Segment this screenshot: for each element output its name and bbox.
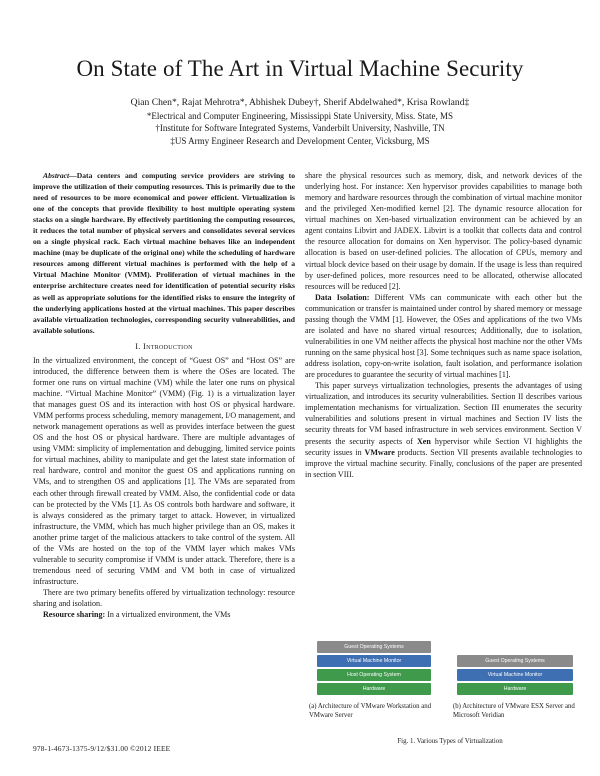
affiliation-2: †Institute for Software Integrated Systems, Vanderbilt University, Nashville, TN <box>155 123 445 133</box>
fig-a-vmm-layer: Virtual Machine Monitor <box>317 655 431 667</box>
affiliation-1: *Electrical and Computer Engineering, Mississippi State University, Miss. State, MS <box>146 111 454 121</box>
abstract-text: Data centers and computing service providers are striving to improve the utilization of their computing resources. This is primarily due to the need of resources to be more economical and power efficient. Virtualization is one of the concepts that provide flexibility to host multiple operating system stacks on a single hardware. By effectively partitioning the computing resources, it reduces the total number of physical servers and consolidates several services on a single physical rack. Each virtual machine behaves like an independent machine (may be duplicate of the original one) while the scheduling of hardware resources among different virtual machines is performed with the help of a Virtual Machine Monitor (VMM). Proliferation of virtual machines in the enterprise architecture creates need for identification of potential security risks as well as appropriate solutions for the identified risks to ensure the integrity of the underlying applications hosted at the virtual machines. This paper describes available virtualization technologies, corresponding security vulnerabilities, and available solutions. <box>33 171 295 335</box>
survey-paragraph: This paper surveys virtualization technologies, presents the advantages of using virtualization, and introduces its security vulnerabilities. Section II describes various implementation mechanisms for virtualization. Section III enumerates the security vulnerabilities and solutions present in virtual machines and Section IV lists the security threats for VM based infrastructure in web services environment. Section V presents the security aspects of Xen hypervisor while Section VI highlights the security issues in VMware products. Section VII presents available technologies to improve the virtual machine security. Finally, conclusions of the paper are presented in section VIII. <box>305 381 583 479</box>
resource-sharing-text-cont: share the physical resources such as memory, disk, and network devices of the underlying host. For instance: Xen hypervisor provides capabilities to manage both memory and hardware resources through the combination of virtual machine monitor and the privileged Xen-modified kernel [2]. The dynamic resource allocation for virtual machines on Xen-based virtualization environment can be achieved by an agent contains Libvirt and JADEX. Libvirt is a toolkit that collects data and control the resource allocation for domains on Xen hypervisor. The policy-based dynamic allocation is based on user-defined policies. The allocation of CPUs, memory and virtual block device based on their usage by domain. If the usage is less than required by user-defined polices, more resources need to be allocated, otherwise allocated resources will be reduced [2]. <box>305 171 582 291</box>
section-heading-introduction: I. Introduction <box>135 341 193 351</box>
paper-title: On State of The Art in Virtual Machine Security <box>76 56 524 81</box>
figure-caption: Fig. 1. Various Types of Virtualization <box>397 738 503 745</box>
fig-caption-b: (b) Architecture of VMware ESX Server and Microsoft Veridian <box>453 703 575 719</box>
abstract <box>33 170 295 336</box>
resource-sharing-label: Resource sharing: <box>43 610 106 620</box>
intro-paragraph-1: In the virtualized environment, the concept of “Guest OS” and “Host OS” are introduced, the difference between them is where the OSes are located. The former one runs on virtual machine (VM) while the later one runs on physical machine. “Virtual Machine Monitor” (VMM) (Fig. 1) is a virtualization layer that manages guest OS and its interaction with host OS or physical hardware. VMM performs process scheduling, memory management, I/O management, and network management operations as well as provides interface between the guest OS and the host OS or physical hardware. There are multiple advantages of using VMM: simplicity of implementation and debugging, limited service points for virtual machines, ability to manipulate and get the latest state information of real hardware, control and monitor the guest OS and applications running on VMs, and to strengthen OS and applications [1]. The VMs are separated from each other through firewall created by VMM. Also, the confidential code or data can be protected by the VMs [1]. As OS controls both hardware and software, it is always considered as the primary target to attack. However, in virtualized infrastructure, the VMM, which has much higher privilege than an OS, makes it another prime target of the malicious attackers to take control of the system. All of the VMs are hosted on the top of the VMM layer which makes VMs vulnerable to security compromise if VMM is under attack. Therefore, there is a tremendous need of securing VMM and VM both in case of virtualized infrastructure. <box>33 355 295 587</box>
fig-b-hardware-layer: Hardware <box>457 683 573 695</box>
author-list: Qian Chen*, Rajat Mehrotra*, Abhishek Dubey†, Sherif Abdelwahed*, Krisa Rowland‡ <box>130 97 470 108</box>
fig-b-guest-os-layer: Guest Operating Systems <box>457 655 573 667</box>
intro-paragraph-2: There are two primary benefits offered by virtualization technology: resource sharing and isolation. <box>33 588 295 609</box>
left-column <box>33 170 295 620</box>
resource-sharing-text-start: In a virtualized environment, the VMs <box>107 610 231 620</box>
fig-caption-a: (a) Architecture of VMware Workstation and VMware Server <box>309 703 432 719</box>
data-isolation-text: Different VMs can communicate with each other but the communication or transfer is maintained under control by shared memory or message passing though the VMM [1]. However, the OSes and applications of the two VMs are isolated and have no shared virtual resources; Additionally, due to isolation, vulnerabilities in one VM neither affects the physical host machine nor the other VMs running on the same physical host [3]. Some techniques such as name space isolation, address isolation, copy-on-write isolation, fault isolation, and performance isolation are procedures to guarantee the security of virtual machines [1]. <box>305 292 582 380</box>
affiliation-3: ‡US Army Engineer Research and Development Center, Vicksburg, MS <box>170 136 430 146</box>
fig-a-hardware-layer: Hardware <box>317 683 431 695</box>
copyright-footer: 978-1-4673-1375-9/12/$31.00 ©2012 IEEE <box>33 744 171 753</box>
data-isolation-label: Data Isolation: <box>315 292 370 302</box>
right-column <box>305 170 582 480</box>
figure-1 <box>305 624 595 769</box>
abstract-label: Abstract— <box>43 171 77 180</box>
fig-a-guest-os-layer: Guest Operating Systems <box>317 641 431 653</box>
fig-a-host-os-layer: Host Operating System <box>317 669 431 681</box>
fig-b-vmm-layer: Virtual Machine Monitor <box>457 669 573 681</box>
